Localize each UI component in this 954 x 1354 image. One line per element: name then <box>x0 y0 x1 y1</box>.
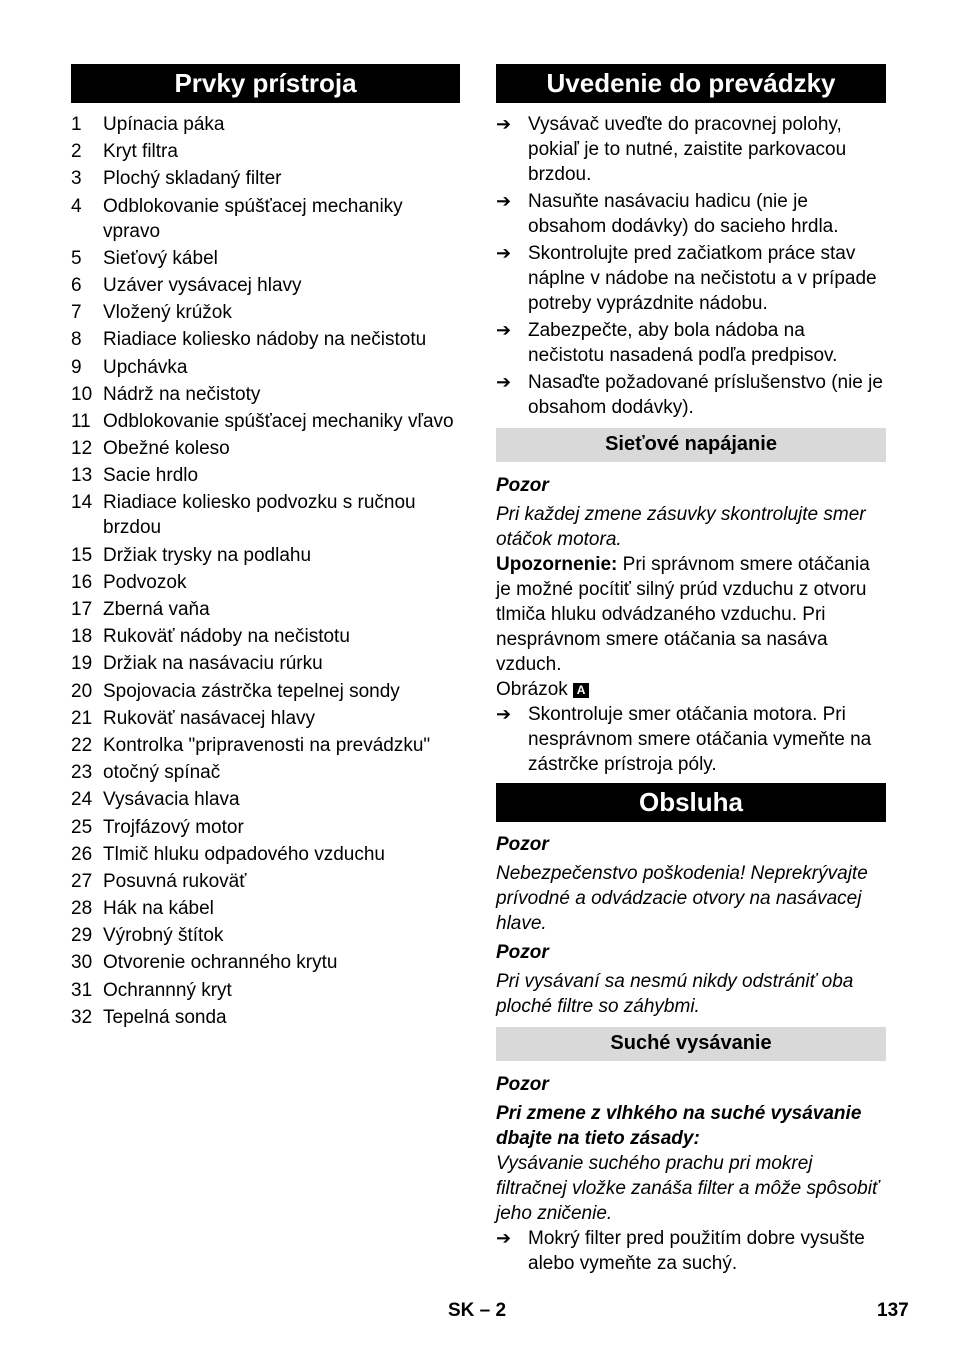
list-item <box>71 166 460 191</box>
caution-label: Pozor <box>496 1074 549 1095</box>
item-number: 10 <box>71 383 93 405</box>
item-label: Sacie hrdlo <box>103 465 199 487</box>
item-label: Sieťový kábel <box>103 247 218 269</box>
list-item <box>71 923 460 948</box>
list-item <box>496 241 886 316</box>
list-item <box>71 570 460 595</box>
item-number: 32 <box>71 1006 93 1028</box>
arrow-right-icon: ➔ <box>496 1228 512 1248</box>
item-number: 22 <box>71 734 93 756</box>
item-number: 21 <box>71 707 93 729</box>
right-column <box>496 64 886 1278</box>
item-label: Držiak na nasávaciu rúrku <box>103 653 323 675</box>
section-title-startup: Uvedenie do prevádzky <box>496 64 886 103</box>
list-item <box>71 978 460 1003</box>
caution-text: Pri vysávaní sa nesmú nikdy odstrániť oba ploché filtre so záhybmi. <box>496 971 854 1017</box>
section-title-device-parts: Prvky prístroja <box>71 64 460 103</box>
item-number: 19 <box>71 653 93 675</box>
list-item <box>71 543 460 568</box>
parts-list <box>71 112 460 1030</box>
item-number: 4 <box>71 195 82 217</box>
item-number: 3 <box>71 168 82 190</box>
list-item <box>71 760 460 785</box>
item-label: Kontrolka "pripravenosti na prevádzku" <box>103 734 431 756</box>
list-item <box>496 112 886 187</box>
list-item <box>71 327 460 352</box>
item-label: Rukoväť nasávacej hlavy <box>103 707 316 729</box>
item-number: 14 <box>71 492 93 514</box>
step-text: Vysávač uveďte do pracovnej polohy, pokiaľ je to nutné, zaistite parkovacou brzdou. <box>528 114 847 185</box>
item-label: Upchávka <box>103 356 188 378</box>
figure-badge: A <box>573 683 589 698</box>
item-number: 8 <box>71 329 82 351</box>
item-label: Držiak trysky na podlahu <box>103 544 312 566</box>
arrow-right-icon: ➔ <box>496 320 512 340</box>
caution-bold-text: Pri zmene z vlhkého na suché vysávanie dbajte na tieto zásady: <box>496 1103 862 1149</box>
list-item <box>71 436 460 461</box>
list-item <box>71 139 460 164</box>
item-label: Vysávacia hlava <box>103 789 240 811</box>
item-number: 23 <box>71 762 93 784</box>
list-item <box>71 355 460 380</box>
caution-text: Pri každej zmene zásuvky skontrolujte smer otáčok motora. <box>496 504 866 550</box>
note-text: Pri správnom smere otáčania je možné pocítiť silný prúd vzduchu z otvoru tlmiča hluku odvádzaného vzduchu. Pri nesprávnom smere otáčania sa nasáva vzduch. <box>496 554 870 675</box>
arrow-right-icon: ➔ <box>496 114 512 134</box>
item-number: 26 <box>71 843 93 865</box>
arrow-right-icon: ➔ <box>496 243 512 263</box>
item-label: Nádrž na nečistoty <box>103 383 261 405</box>
list-item <box>71 624 460 649</box>
section-title-operation: Obsluha <box>496 783 886 822</box>
list-item <box>71 842 460 867</box>
item-number: 15 <box>71 544 93 566</box>
list-item <box>71 679 460 704</box>
list-item <box>71 490 460 540</box>
step-text: Skontroluje smer otáčania motora. Pri nesprávnom smere otáčania vymeňte na zástrčke prístroja póly. <box>528 704 872 775</box>
step-text: Nasaďte požadované príslušenstvo (nie je obsahom dodávky). <box>528 372 883 418</box>
caution-label: Pozor <box>496 475 549 496</box>
list-item <box>71 273 460 298</box>
item-label: Plochý skladaný filter <box>103 168 282 190</box>
caution-text: Vysávanie suchého prachu pri mokrej filtračnej vložke zanáša filter a môže spôsobiť jeho zničenie. <box>496 1153 879 1224</box>
caution-label: Pozor <box>496 942 549 963</box>
item-number: 24 <box>71 789 93 811</box>
figure-reference <box>496 677 886 702</box>
item-label: Vložený krúžok <box>103 302 232 324</box>
item-label: Kryt filtra <box>103 141 178 163</box>
note-paragraph <box>496 552 886 677</box>
subsection-title-dry-vacuuming: Suché vysávanie <box>496 1027 886 1061</box>
step-text: Skontrolujte pred začiatkom práce stav náplne v nádobe na nečistotu a v prípade potreby vyprázdnite nádobu. <box>528 243 877 314</box>
page-number: 137 <box>877 1300 909 1321</box>
item-label: Odblokovanie spúšťacej mechaniky vľavo <box>103 410 454 432</box>
item-number: 29 <box>71 925 93 947</box>
list-item <box>71 706 460 731</box>
note-label: Upozornenie: <box>496 554 618 575</box>
item-label: Zberná vaňa <box>103 599 210 620</box>
list-item <box>496 370 886 420</box>
left-column <box>71 64 460 1032</box>
list-item <box>496 702 886 777</box>
item-label: Riadiace koliesko nádoby na nečistotu <box>103 329 427 351</box>
item-number: 11 <box>71 410 91 432</box>
figure-label: Obrázok <box>496 679 568 700</box>
item-number: 25 <box>71 816 93 838</box>
list-item <box>71 597 460 622</box>
step-text: Nasuňte nasávaciu hadicu (nie je obsahom dodávky) do sacieho hrdla. <box>528 191 839 237</box>
caution-text: Nebezpečenstvo poškodenia! Neprekrývajte prívodné a odvádzacie otvory na nasávacej hlave. <box>496 863 868 934</box>
step-text: Zabezpečte, aby bola nádoba na nečistotu nasadená podľa predpisov. <box>528 320 838 366</box>
footer-section-label: SK – 2 <box>448 1300 507 1321</box>
list-item <box>71 409 460 434</box>
item-label: Tlmič hluku odpadového vzduchu <box>103 843 386 865</box>
item-number: 1 <box>71 114 82 135</box>
startup-steps <box>496 112 886 420</box>
item-number: 7 <box>71 302 82 324</box>
arrow-right-icon: ➔ <box>496 191 512 211</box>
item-number: 9 <box>71 356 82 378</box>
item-label: Rukoväť nádoby na nečistotu <box>103 626 350 648</box>
item-label: Podvozok <box>103 571 187 593</box>
dry-steps <box>496 1226 886 1276</box>
item-label: Upínacia páka <box>103 114 225 135</box>
item-number: 30 <box>71 952 93 974</box>
item-label: Spojovacia zástrčka tepelnej sondy <box>103 680 400 702</box>
item-label: Uzáver vysávacej hlavy <box>103 274 302 296</box>
list-item <box>496 189 886 239</box>
list-item <box>71 300 460 325</box>
list-item <box>71 896 460 921</box>
item-number: 20 <box>71 680 93 702</box>
item-label: Ochrannný kryt <box>103 979 232 1001</box>
item-number: 6 <box>71 274 82 296</box>
list-item <box>71 651 460 676</box>
item-number: 12 <box>71 438 93 460</box>
list-item <box>71 382 460 407</box>
list-item <box>71 246 460 271</box>
mains-steps <box>496 702 886 777</box>
item-label: Odblokovanie spúšťacej mechaniky vpravo <box>103 195 403 242</box>
item-label: Trojfázový motor <box>103 816 244 838</box>
item-label: otočný spínač <box>103 762 221 784</box>
item-number: 17 <box>71 599 93 620</box>
arrow-right-icon: ➔ <box>496 372 512 392</box>
list-item <box>71 194 460 244</box>
list-item <box>71 1005 460 1030</box>
arrow-right-icon: ➔ <box>496 704 512 724</box>
item-label: Riadiace koliesko podvozku s ručnou brzdou <box>103 492 416 539</box>
item-number: 2 <box>71 141 82 163</box>
item-label: Tepelná sonda <box>103 1006 227 1028</box>
item-label: Hák na kábel <box>103 898 214 920</box>
subsection-title-mains: Sieťové napájanie <box>496 428 886 462</box>
item-number: 18 <box>71 626 93 648</box>
item-number: 28 <box>71 898 93 920</box>
item-label: Posuvná rukoväť <box>103 870 247 892</box>
item-number: 13 <box>71 465 93 487</box>
list-item <box>71 787 460 812</box>
list-item <box>71 950 460 975</box>
step-text: Mokrý filter pred použitím dobre vysušte alebo vymeňte za suchý. <box>528 1228 865 1274</box>
list-item <box>71 869 460 894</box>
item-number: 27 <box>71 870 93 892</box>
list-item <box>71 463 460 488</box>
item-label: Výrobný štítok <box>103 925 224 947</box>
item-number: 31 <box>71 979 93 1001</box>
item-number: 16 <box>71 571 93 593</box>
item-label: Otvorenie ochranného krytu <box>103 952 338 974</box>
list-item <box>71 815 460 840</box>
item-number: 5 <box>71 247 82 269</box>
list-item <box>71 733 460 758</box>
caution-label: Pozor <box>496 834 549 855</box>
item-label: Obežné koleso <box>103 438 230 460</box>
list-item <box>496 318 886 368</box>
list-item <box>496 1226 886 1276</box>
list-item <box>71 112 460 137</box>
